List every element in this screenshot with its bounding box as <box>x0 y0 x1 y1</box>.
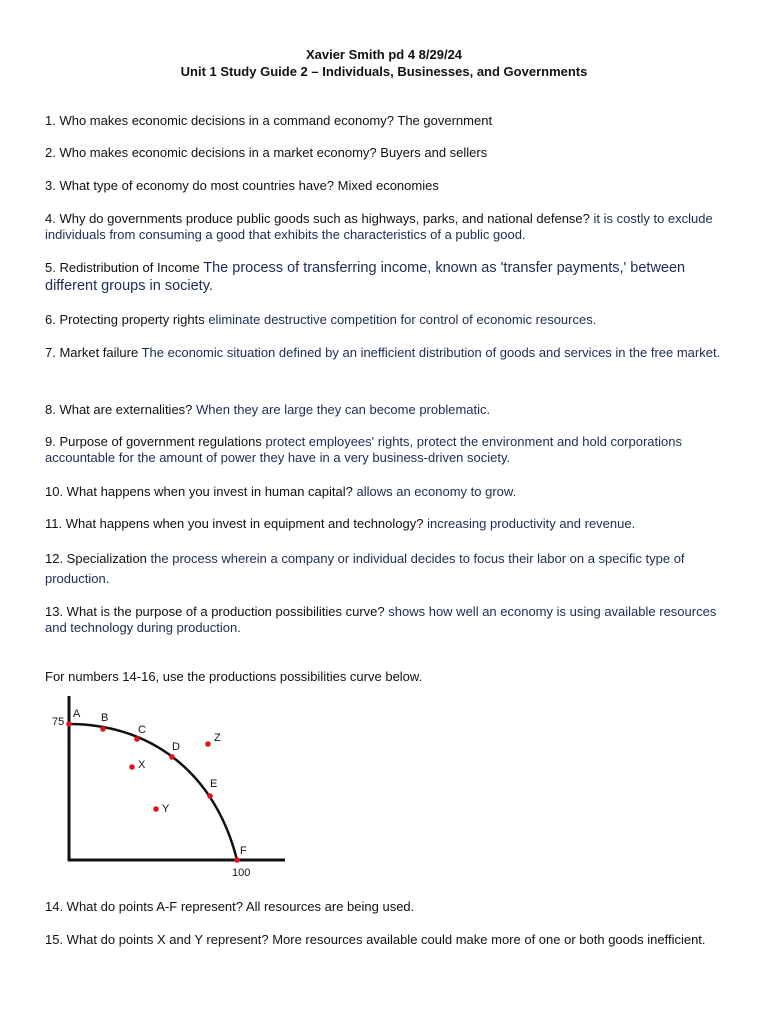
question-text: 14. What do points A-F represent? <box>45 899 243 914</box>
answer-text: The process of transferring income, known as 'transfer payments,' between different groups in society. <box>45 260 686 294</box>
point-a-label: A <box>73 708 81 720</box>
question-4 <box>45 211 735 243</box>
question-text: 11. What happens when you invest in equipment and technology? <box>45 516 424 531</box>
answer-text: Mixed economies <box>337 178 439 193</box>
point-c-label: C <box>138 724 146 736</box>
answer-text: The economic situation defined by an inefficient distribution of goods and services in the free market. <box>141 345 721 360</box>
point-z-dot <box>205 741 211 747</box>
answer-text: increasing productivity and revenue. <box>427 516 636 531</box>
answer-text: it is costly to exclude individuals from consuming a good that exhibits the characteristics of a public good. <box>45 211 713 242</box>
answer-text: Buyers and sellers <box>380 145 488 160</box>
question-6 <box>45 312 735 328</box>
point-e-label: E <box>210 778 218 790</box>
point-f-dot <box>234 857 240 863</box>
y-max-label: 75 <box>52 716 65 728</box>
x-max-label: 100 <box>232 867 251 879</box>
question-9 <box>45 434 735 466</box>
question-text: 5. Redistribution of Income <box>45 260 200 275</box>
answer-text: The government <box>397 113 493 128</box>
question-1 <box>45 113 735 129</box>
instruction-text: For numbers 14-16, use the productions possibilities curve below. <box>45 669 423 684</box>
point-a-dot <box>66 721 72 727</box>
ppc-diagram <box>40 692 300 882</box>
question-10 <box>45 484 735 500</box>
question-3 <box>45 178 735 194</box>
point-x-dot <box>129 764 135 770</box>
question-text: 7. Market failure <box>45 345 139 360</box>
page-title: Unit 1 Study Guide 2 – Individuals, Businesses, and Governments <box>180 64 588 79</box>
answer-text: shows how well an economy is using available resources and technology during production. <box>45 604 717 635</box>
answer-text: protect employees' rights, protect the environment and hold corporations accountable for the amount of power they have in a very business-driven society. <box>45 434 682 465</box>
point-b-label: B <box>101 712 109 724</box>
question-15 <box>45 932 735 948</box>
answer-text: the process wherein a company or individual decides to focus their labor on a specific type of production. <box>45 551 685 586</box>
point-d-dot <box>169 754 175 760</box>
answer-text: When they are large they can become problematic. <box>196 402 491 417</box>
point-y-dot <box>153 806 159 812</box>
question-14 <box>45 899 735 915</box>
question-text: 12. Specialization <box>45 551 147 566</box>
point-d-label: D <box>172 741 180 753</box>
point-y-label: Y <box>162 803 170 815</box>
question-13 <box>45 604 735 636</box>
question-text: 13. What is the purpose of a production possibilities curve? <box>45 604 385 619</box>
ppc-instruction <box>45 669 735 685</box>
point-z-label: Z <box>214 732 221 744</box>
question-text: 8. What are externalities? <box>45 402 193 417</box>
question-text: 15. What do points X and Y represent? <box>45 932 269 947</box>
point-b-dot <box>100 726 106 732</box>
question-text: 3. What type of economy do most countries have? <box>45 178 335 193</box>
question-5 <box>45 259 735 295</box>
question-text: 10. What happens when you invest in human capital? <box>45 484 353 499</box>
ppc-curve <box>69 724 237 860</box>
point-e-dot <box>207 793 213 799</box>
question-7 <box>45 345 735 361</box>
question-text: 2. Who makes economic decisions in a market economy? <box>45 145 377 160</box>
question-11 <box>45 516 735 532</box>
question-text: 4. Why do governments produce public goods such as highways, parks, and national defense? <box>45 211 590 226</box>
question-8 <box>45 402 735 418</box>
answer-text: All resources are being used. <box>245 899 415 914</box>
question-text: 6. Protecting property rights <box>45 312 205 327</box>
header-name-line: Xavier Smith pd 4 8/29/24 <box>305 47 463 62</box>
answer-text: More resources available could make more of one or both goods inefficient. <box>272 932 706 947</box>
question-text: 9. Purpose of government regulations <box>45 434 262 449</box>
answer-text: allows an economy to grow. <box>356 484 517 499</box>
question-12 <box>45 549 735 589</box>
answer-text: eliminate destructive competition for control of economic resources. <box>208 312 597 327</box>
point-c-dot <box>134 736 140 742</box>
point-x-label: X <box>138 759 146 771</box>
point-f-label: F <box>240 845 247 857</box>
question-2 <box>45 145 735 161</box>
question-text: 1. Who makes economic decisions in a command economy? <box>45 113 394 128</box>
